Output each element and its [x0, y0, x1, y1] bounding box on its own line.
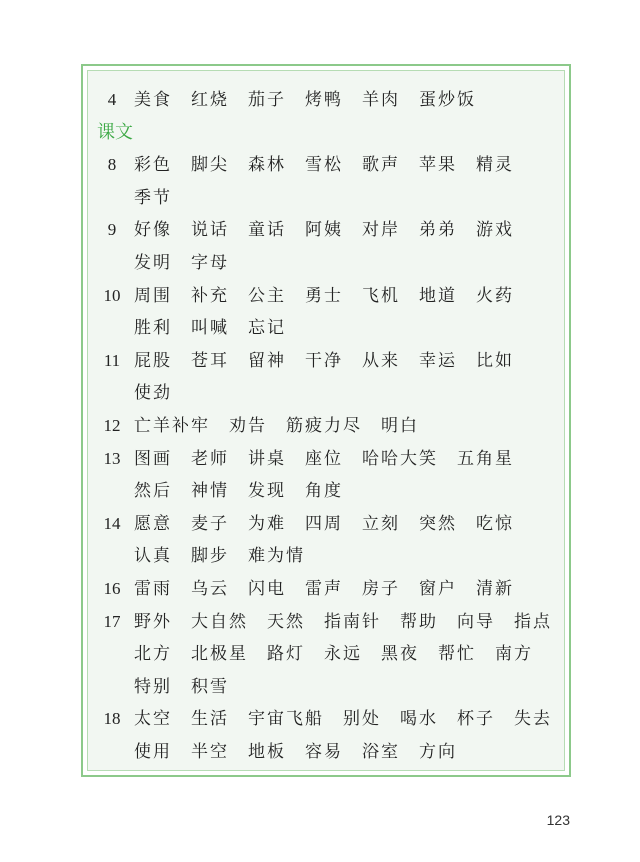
vocabulary-word: 幸运	[419, 350, 457, 371]
vocabulary-word: 五角星	[457, 448, 514, 469]
vocabulary-word: 说话	[191, 220, 229, 241]
vocabulary-word: 精灵	[476, 155, 514, 176]
vocabulary-word: 美食	[134, 90, 172, 110]
word-group	[134, 475, 362, 508]
vocabulary-word: 野外	[134, 611, 172, 632]
vocabulary-word: 雪松	[305, 155, 343, 176]
vocabulary-word: 认真	[134, 546, 172, 567]
lesson-number: 18	[103, 709, 121, 729]
lesson-number: 14	[103, 513, 121, 533]
vocabulary-word: 发现	[248, 481, 286, 502]
word-list-row	[97, 410, 567, 443]
vocabulary-word: 四周	[305, 513, 343, 534]
vocabulary-word: 座位	[305, 448, 343, 469]
vocabulary-word: 羊肉	[362, 90, 400, 110]
word-list-row	[97, 573, 567, 606]
vocabulary-word: 筋疲力尽	[286, 415, 362, 436]
word-group	[134, 345, 533, 378]
word-group	[134, 84, 495, 117]
word-list-row	[97, 475, 567, 508]
vocabulary-word: 使用	[134, 741, 172, 762]
vocabulary-word: 红烧	[191, 90, 229, 110]
vocabulary-word: 永远	[324, 644, 362, 665]
vocabulary-word: 苹果	[419, 155, 457, 176]
vocabulary-word: 天然	[267, 611, 305, 632]
word-group	[134, 508, 533, 541]
word-list-row	[97, 606, 567, 639]
vocabulary-word: 别处	[343, 709, 381, 730]
vocabulary-word: 好像	[134, 220, 172, 241]
vocabulary-word: 北方	[134, 644, 172, 665]
word-group	[134, 573, 533, 606]
lesson-number: 17	[103, 611, 121, 631]
word-group	[134, 377, 191, 410]
vocabulary-word: 游戏	[476, 220, 514, 241]
vocabulary-word: 周围	[134, 285, 172, 306]
word-list-row	[97, 736, 567, 769]
vocabulary-word: 季节	[134, 187, 172, 208]
vocabulary-word: 苍耳	[191, 350, 229, 371]
vocabulary-word: 叫喊	[191, 318, 229, 339]
vocabulary-word: 图画	[134, 448, 172, 469]
word-group	[134, 182, 191, 215]
vocabulary-word: 窗户	[419, 578, 457, 599]
vocabulary-word: 火药	[476, 285, 514, 306]
vocabulary-word: 宇宙飞船	[248, 709, 324, 730]
vocabulary-word: 屁股	[134, 350, 172, 371]
word-group	[134, 247, 248, 280]
page-number: 123	[546, 812, 570, 828]
vocabulary-word: 雷声	[305, 578, 343, 599]
vocabulary-word: 歌声	[362, 155, 400, 176]
vocabulary-word: 劝告	[229, 415, 267, 436]
vocabulary-word: 地道	[419, 285, 457, 306]
vocabulary-word: 然后	[134, 481, 172, 502]
vocabulary-word: 南方	[495, 644, 533, 665]
word-list-row	[97, 443, 567, 476]
vocabulary-word: 乌云	[191, 578, 229, 599]
word-group	[134, 443, 533, 476]
word-list-row	[97, 149, 567, 182]
vocabulary-word: 方向	[419, 741, 457, 762]
vocabulary-word: 发明	[134, 252, 172, 273]
lesson-number: 10	[103, 285, 121, 305]
vocabulary-word: 失去	[514, 709, 552, 730]
vocabulary-word: 明白	[381, 415, 419, 436]
vocabulary-word: 杯子	[457, 709, 495, 730]
word-group	[134, 280, 533, 313]
vocabulary-word: 闪电	[248, 578, 286, 599]
word-list-row	[97, 247, 567, 280]
word-list-row	[97, 638, 567, 671]
section-heading-row	[97, 117, 567, 150]
vocabulary-word: 突然	[419, 513, 457, 534]
vocabulary-word: 愿意	[134, 513, 172, 534]
vocabulary-word: 使劲	[134, 383, 172, 404]
word-group	[134, 606, 571, 639]
lesson-number: 16	[103, 578, 121, 598]
vocabulary-word: 角度	[305, 481, 343, 502]
word-group	[134, 671, 248, 704]
vocabulary-word: 浴室	[362, 741, 400, 762]
vocabulary-word: 补充	[191, 285, 229, 306]
vocabulary-word: 帮助	[400, 611, 438, 632]
word-list-row	[97, 377, 567, 410]
word-group	[134, 312, 305, 345]
vocabulary-word: 地板	[248, 741, 286, 762]
vocabulary-word: 指南针	[324, 611, 381, 632]
vocabulary-word: 脚步	[191, 546, 229, 567]
vocabulary-word: 茄子	[248, 90, 286, 110]
vocabulary-word: 北极星	[191, 644, 248, 665]
vocabulary-word: 吃惊	[476, 513, 514, 534]
word-group	[134, 149, 533, 182]
vocabulary-word: 路灯	[267, 644, 305, 665]
vocabulary-word: 童话	[248, 220, 286, 241]
vocabulary-word: 指点	[514, 611, 552, 632]
word-list-row	[97, 182, 567, 215]
word-group	[134, 736, 476, 769]
word-group	[134, 214, 533, 247]
vocabulary-word: 黑夜	[381, 644, 419, 665]
word-list-row	[97, 671, 567, 704]
word-group	[134, 410, 438, 443]
vocabulary-word: 忘记	[248, 318, 286, 339]
vocabulary-word: 积雪	[191, 676, 229, 697]
vocabulary-word: 对岸	[362, 220, 400, 241]
vocabulary-word: 容易	[305, 741, 343, 762]
vocabulary-word: 雷雨	[134, 578, 172, 599]
vocabulary-word: 弟弟	[419, 220, 457, 241]
vocabulary-word: 清新	[476, 578, 514, 599]
vocabulary-word: 向导	[457, 611, 495, 632]
word-list-row	[97, 312, 567, 345]
vocabulary-word: 公主	[248, 285, 286, 306]
vocabulary-word: 亡羊补牢	[134, 415, 210, 436]
vocabulary-word: 喝水	[400, 709, 438, 730]
vocabulary-word: 特别	[134, 676, 172, 697]
vocabulary-word: 胜利	[134, 318, 172, 339]
vocabulary-word: 帮忙	[438, 644, 476, 665]
vocabulary-word: 太空	[134, 709, 172, 730]
word-list-row	[97, 508, 567, 541]
word-list-row	[97, 540, 567, 573]
vocabulary-word: 蛋炒饭	[419, 90, 476, 110]
vocabulary-word: 半空	[191, 741, 229, 762]
vocabulary-word: 彩色	[134, 155, 172, 176]
word-group	[134, 540, 324, 573]
vocabulary-word: 哈哈大笑	[362, 448, 438, 469]
word-list-row	[97, 214, 567, 247]
vocabulary-word: 阿姨	[305, 220, 343, 241]
word-list-row	[97, 703, 567, 736]
vocabulary-word: 房子	[362, 578, 400, 599]
section-heading: 课文	[97, 121, 133, 143]
lesson-number: 9	[107, 220, 117, 240]
vocabulary-word: 老师	[191, 448, 229, 469]
word-list-row	[97, 345, 567, 378]
word-group	[134, 638, 552, 671]
vocabulary-word: 飞机	[362, 285, 400, 306]
vocabulary-word: 讲桌	[248, 448, 286, 469]
vocabulary-word: 神情	[191, 481, 229, 502]
vocabulary-word: 森林	[248, 155, 286, 176]
vocabulary-word: 难为情	[248, 546, 305, 567]
lesson-number: 13	[103, 448, 121, 468]
vocabulary-word: 干净	[305, 350, 343, 371]
word-group	[134, 703, 571, 736]
lesson-number: 4	[107, 90, 117, 109]
word-list-row	[97, 280, 567, 313]
vocabulary-word: 大自然	[191, 611, 248, 632]
word-list-row	[97, 84, 567, 117]
vocabulary-word: 留神	[248, 350, 286, 371]
vocabulary-word: 为难	[248, 513, 286, 534]
vocabulary-word: 生活	[191, 709, 229, 730]
lesson-number: 11	[103, 350, 121, 370]
vocabulary-word: 比如	[476, 350, 514, 371]
vocabulary-word: 立刻	[362, 513, 400, 534]
vocabulary-word: 烤鸭	[305, 90, 343, 110]
vocabulary-word: 从来	[362, 350, 400, 371]
vocabulary-word: 勇士	[305, 285, 343, 306]
word-list	[97, 84, 567, 768]
vocabulary-word: 字母	[191, 252, 229, 273]
lesson-number: 8	[107, 155, 117, 175]
lesson-number: 12	[103, 415, 121, 435]
vocabulary-word: 脚尖	[191, 155, 229, 176]
vocabulary-word: 麦子	[191, 513, 229, 534]
